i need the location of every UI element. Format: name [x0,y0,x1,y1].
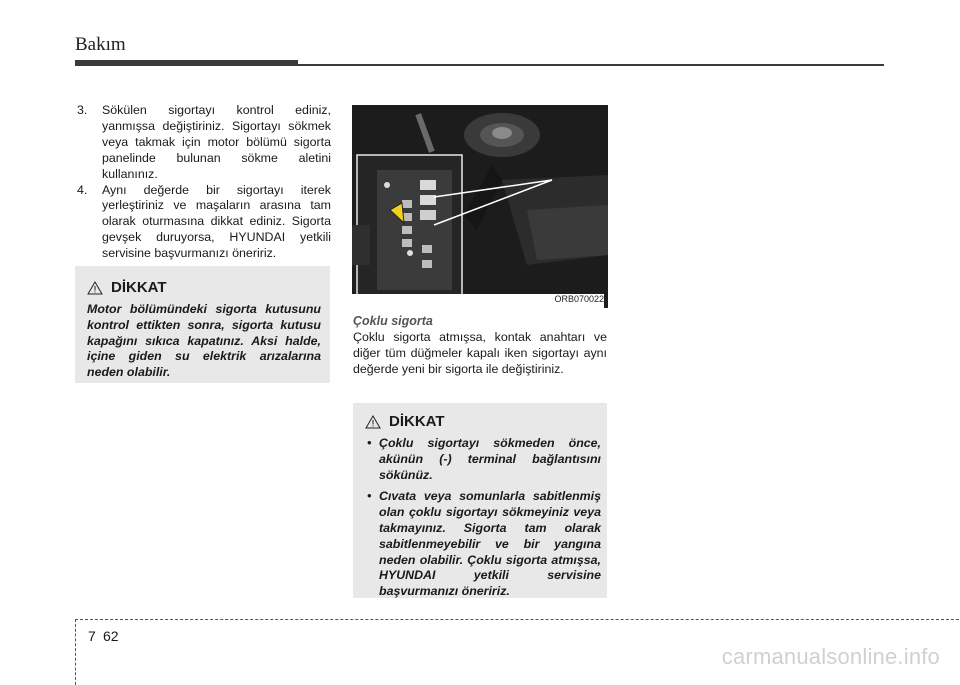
engine-compartment-illustration [352,105,608,308]
instruction-steps [75,103,331,262]
caution-heading-text: DİKKAT [111,279,167,296]
footer-rule [75,619,959,620]
bullet-icon: • [367,489,372,504]
caution-list-item [365,489,601,600]
step-number: 3. [77,103,88,117]
page-header-title: Bakım [75,34,126,55]
caution-box-multi-fuse [353,403,607,598]
caution-box-fuse-cover [75,266,330,383]
warning-triangle-icon [365,415,381,429]
footer-vertical-rule [75,619,76,685]
caution-heading [87,279,167,296]
caution-item-text: Çoklu sigortayı sökmeden önce, akünün (-) terminal bağlantısını sökünüz. [379,436,601,482]
caution-item-text: Cıvata veya somunlarla sabitlenmiş olan çoklu sigortayı sökmeyiniz veya takmayınız. Sigorta tam olarak sabitlenmeyebilir ve bir yangına neden olabilir. Çoklu sigorta atmışsa, HYUNDAI yetkili servisine başvurmanızı öneririz. [379,489,601,599]
bullet-icon: • [367,436,372,450]
engine-fuse-box-photo [352,105,608,308]
section-title: Çoklu sigorta [353,314,433,328]
header-rule-thin [298,64,884,66]
step-text: Aynı değerde bir sigortayı iterek yerleştiriniz ve maşaların arasına tam olarak oturmasına dikkat ediniz. Sigorta gevşek duruyorsa, HYUNDAI yetkili servisine başvurmanızı öneririz. [102,182,331,261]
step-item [75,103,331,183]
caution-text: Motor bölümündeki sigorta kutusunu kontrol ettikten sonra, sigorta kutusu kapağını sıkıca kapatınız. Aksi halde, içine giden su elektrik arızalarına neden olabilir. [87,302,321,380]
step-text: Sökülen sigortayı kontrol ediniz, yanmışsa değiştiriniz. Sigortayı sökmek veya takmak için motor bölümü sigorta panelinde bulunan sökme aletini kullanınız. [102,103,331,181]
caution-list [365,436,601,606]
section-body: Çoklu sigorta atmışsa, kontak anahtarı ve diğer tüm düğmeler kapalı iken sigortayı aynı değerde yeni bir sigorta ile değiştiriniz. [353,330,607,376]
figure-code: ORB070022 [554,294,604,304]
chapter-number: 7 [88,628,96,644]
caution-list-item [365,436,601,483]
watermark: carmanualsonline.info [721,644,940,669]
caution-heading [365,413,445,430]
warning-triangle-icon [87,281,103,295]
step-item [75,183,331,263]
caution-heading-text: DİKKAT [389,413,445,430]
step-number: 4. [77,182,88,197]
page-number: 62 [103,628,119,644]
header-rule-thick [75,60,298,66]
figure-code-strip [352,294,604,308]
